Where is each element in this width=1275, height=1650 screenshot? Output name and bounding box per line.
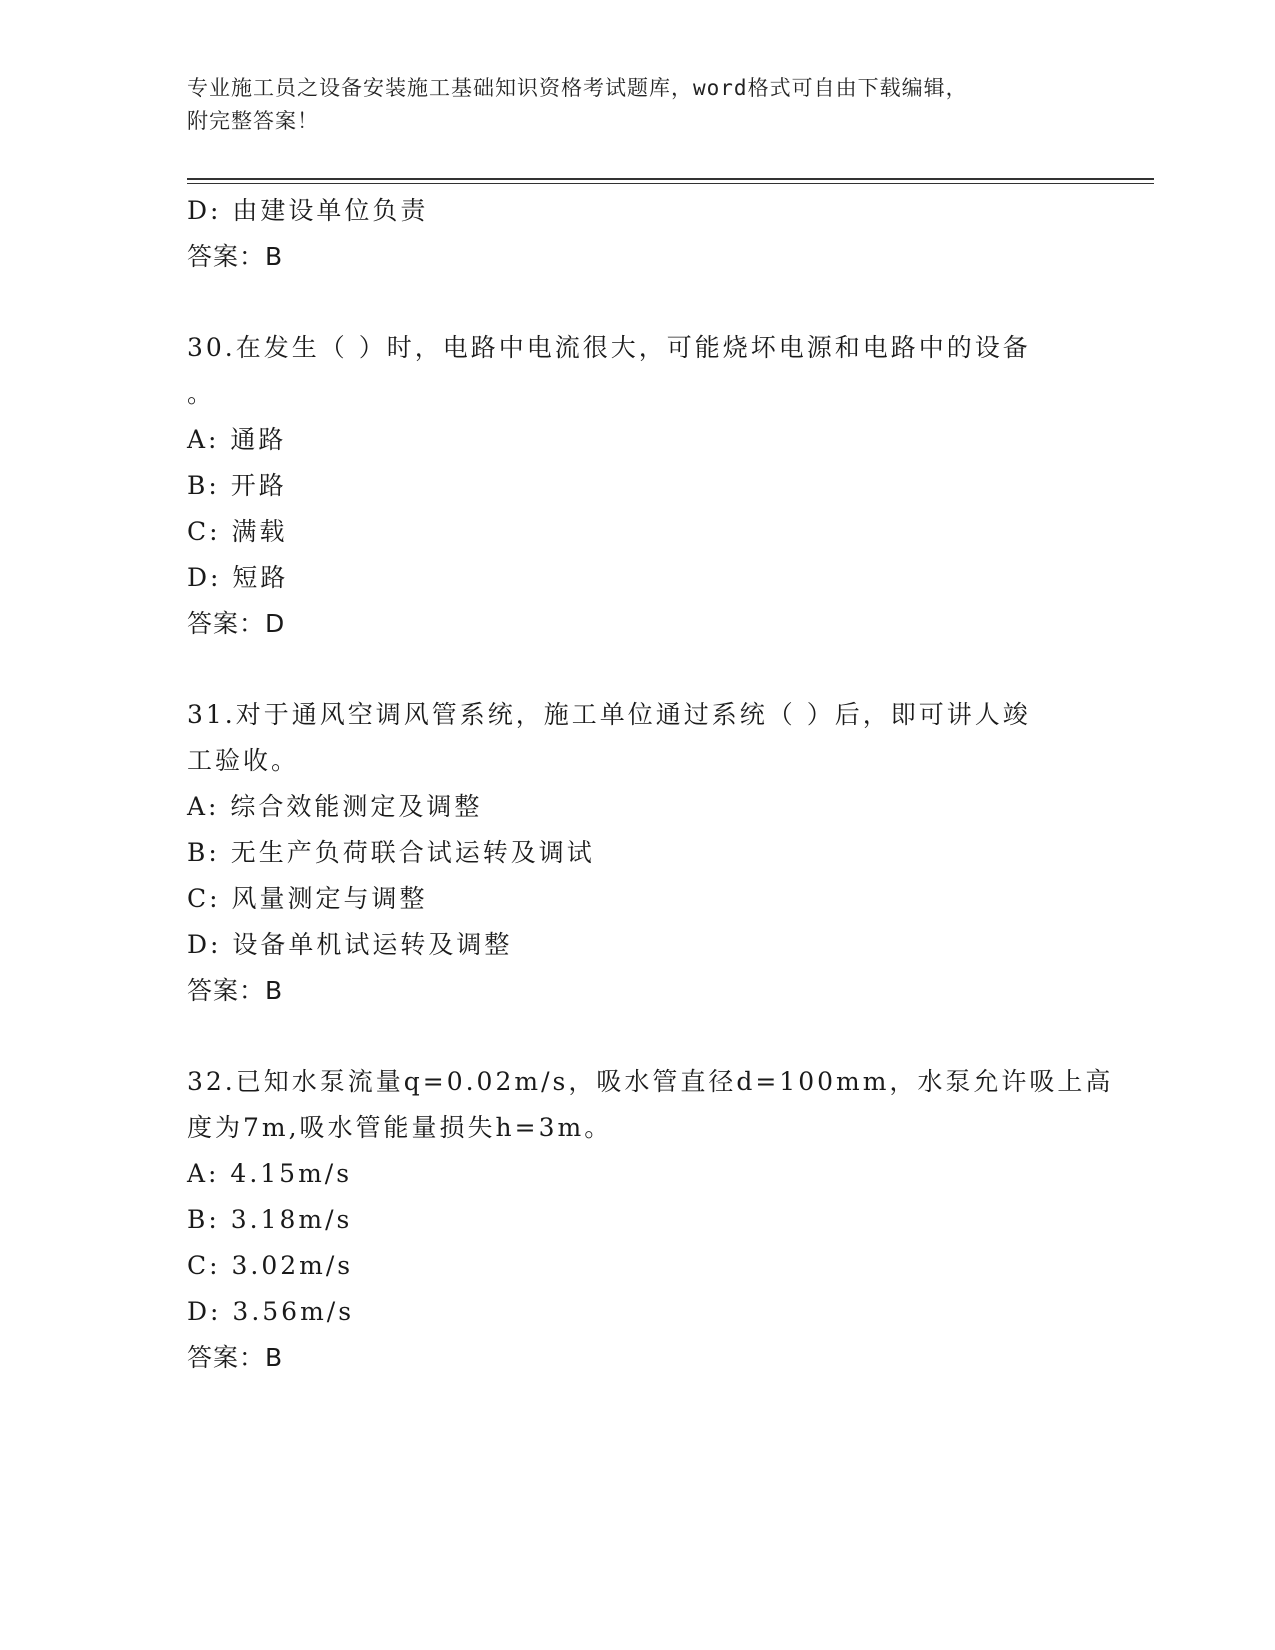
header-divider-thin	[187, 183, 1154, 184]
option-c: C: 3.02m/s	[187, 1251, 354, 1280]
option-b: B: 开路	[187, 471, 287, 500]
question-text: 。	[187, 379, 216, 408]
option-a: A: 4.15m/s	[187, 1159, 353, 1188]
question-30	[187, 325, 1067, 647]
header-line-2: 附完整答案！	[187, 109, 319, 133]
question-32	[187, 1059, 1114, 1381]
option-c: C: 满载	[187, 517, 288, 546]
question-content	[187, 188, 1114, 1381]
question-text: 度为7m,吸水管能量损失h=3m。	[187, 1113, 613, 1142]
header-divider-thick	[187, 178, 1154, 180]
question-text: 工验收。	[187, 746, 300, 775]
option-b: B: 无生产负荷联合试运转及调试	[187, 838, 595, 867]
question-text: 31.对于通风空调风管系统，施工单位通过系统（ ）后，即可讲人竣	[187, 700, 1031, 729]
prev-option-d: D: 由建设单位负责	[187, 196, 429, 225]
question-text: 32.已知水泵流量q=0.02m/s，吸水管直径d=100mm，水泵允许吸上高	[187, 1067, 1114, 1096]
option-b: B: 3.18m/s	[187, 1205, 353, 1234]
option-d: D: 设备单机试运转及调整	[187, 930, 513, 959]
answer: 答案：B	[187, 1343, 284, 1372]
option-a: A: 综合效能测定及调整	[187, 792, 483, 821]
answer: 答案：B	[187, 976, 284, 1005]
answer: 答案：D	[187, 609, 286, 638]
option-d: D: 3.56m/s	[187, 1297, 355, 1326]
option-c: C: 风量测定与调整	[187, 884, 428, 913]
option-a: A: 通路	[187, 425, 287, 454]
question-text: 30.在发生（ ）时，电路中电流很大，可能烧坏电源和电路中的设备	[187, 333, 1031, 362]
header-line-1: 专业施工员之设备安装施工基础知识资格考试题库，word格式可自由下载编辑，	[187, 76, 968, 100]
prev-answer: 答案：B	[187, 242, 284, 271]
question-31	[187, 692, 1067, 1014]
option-d: D: 短路	[187, 563, 289, 592]
document-header	[187, 72, 1067, 138]
